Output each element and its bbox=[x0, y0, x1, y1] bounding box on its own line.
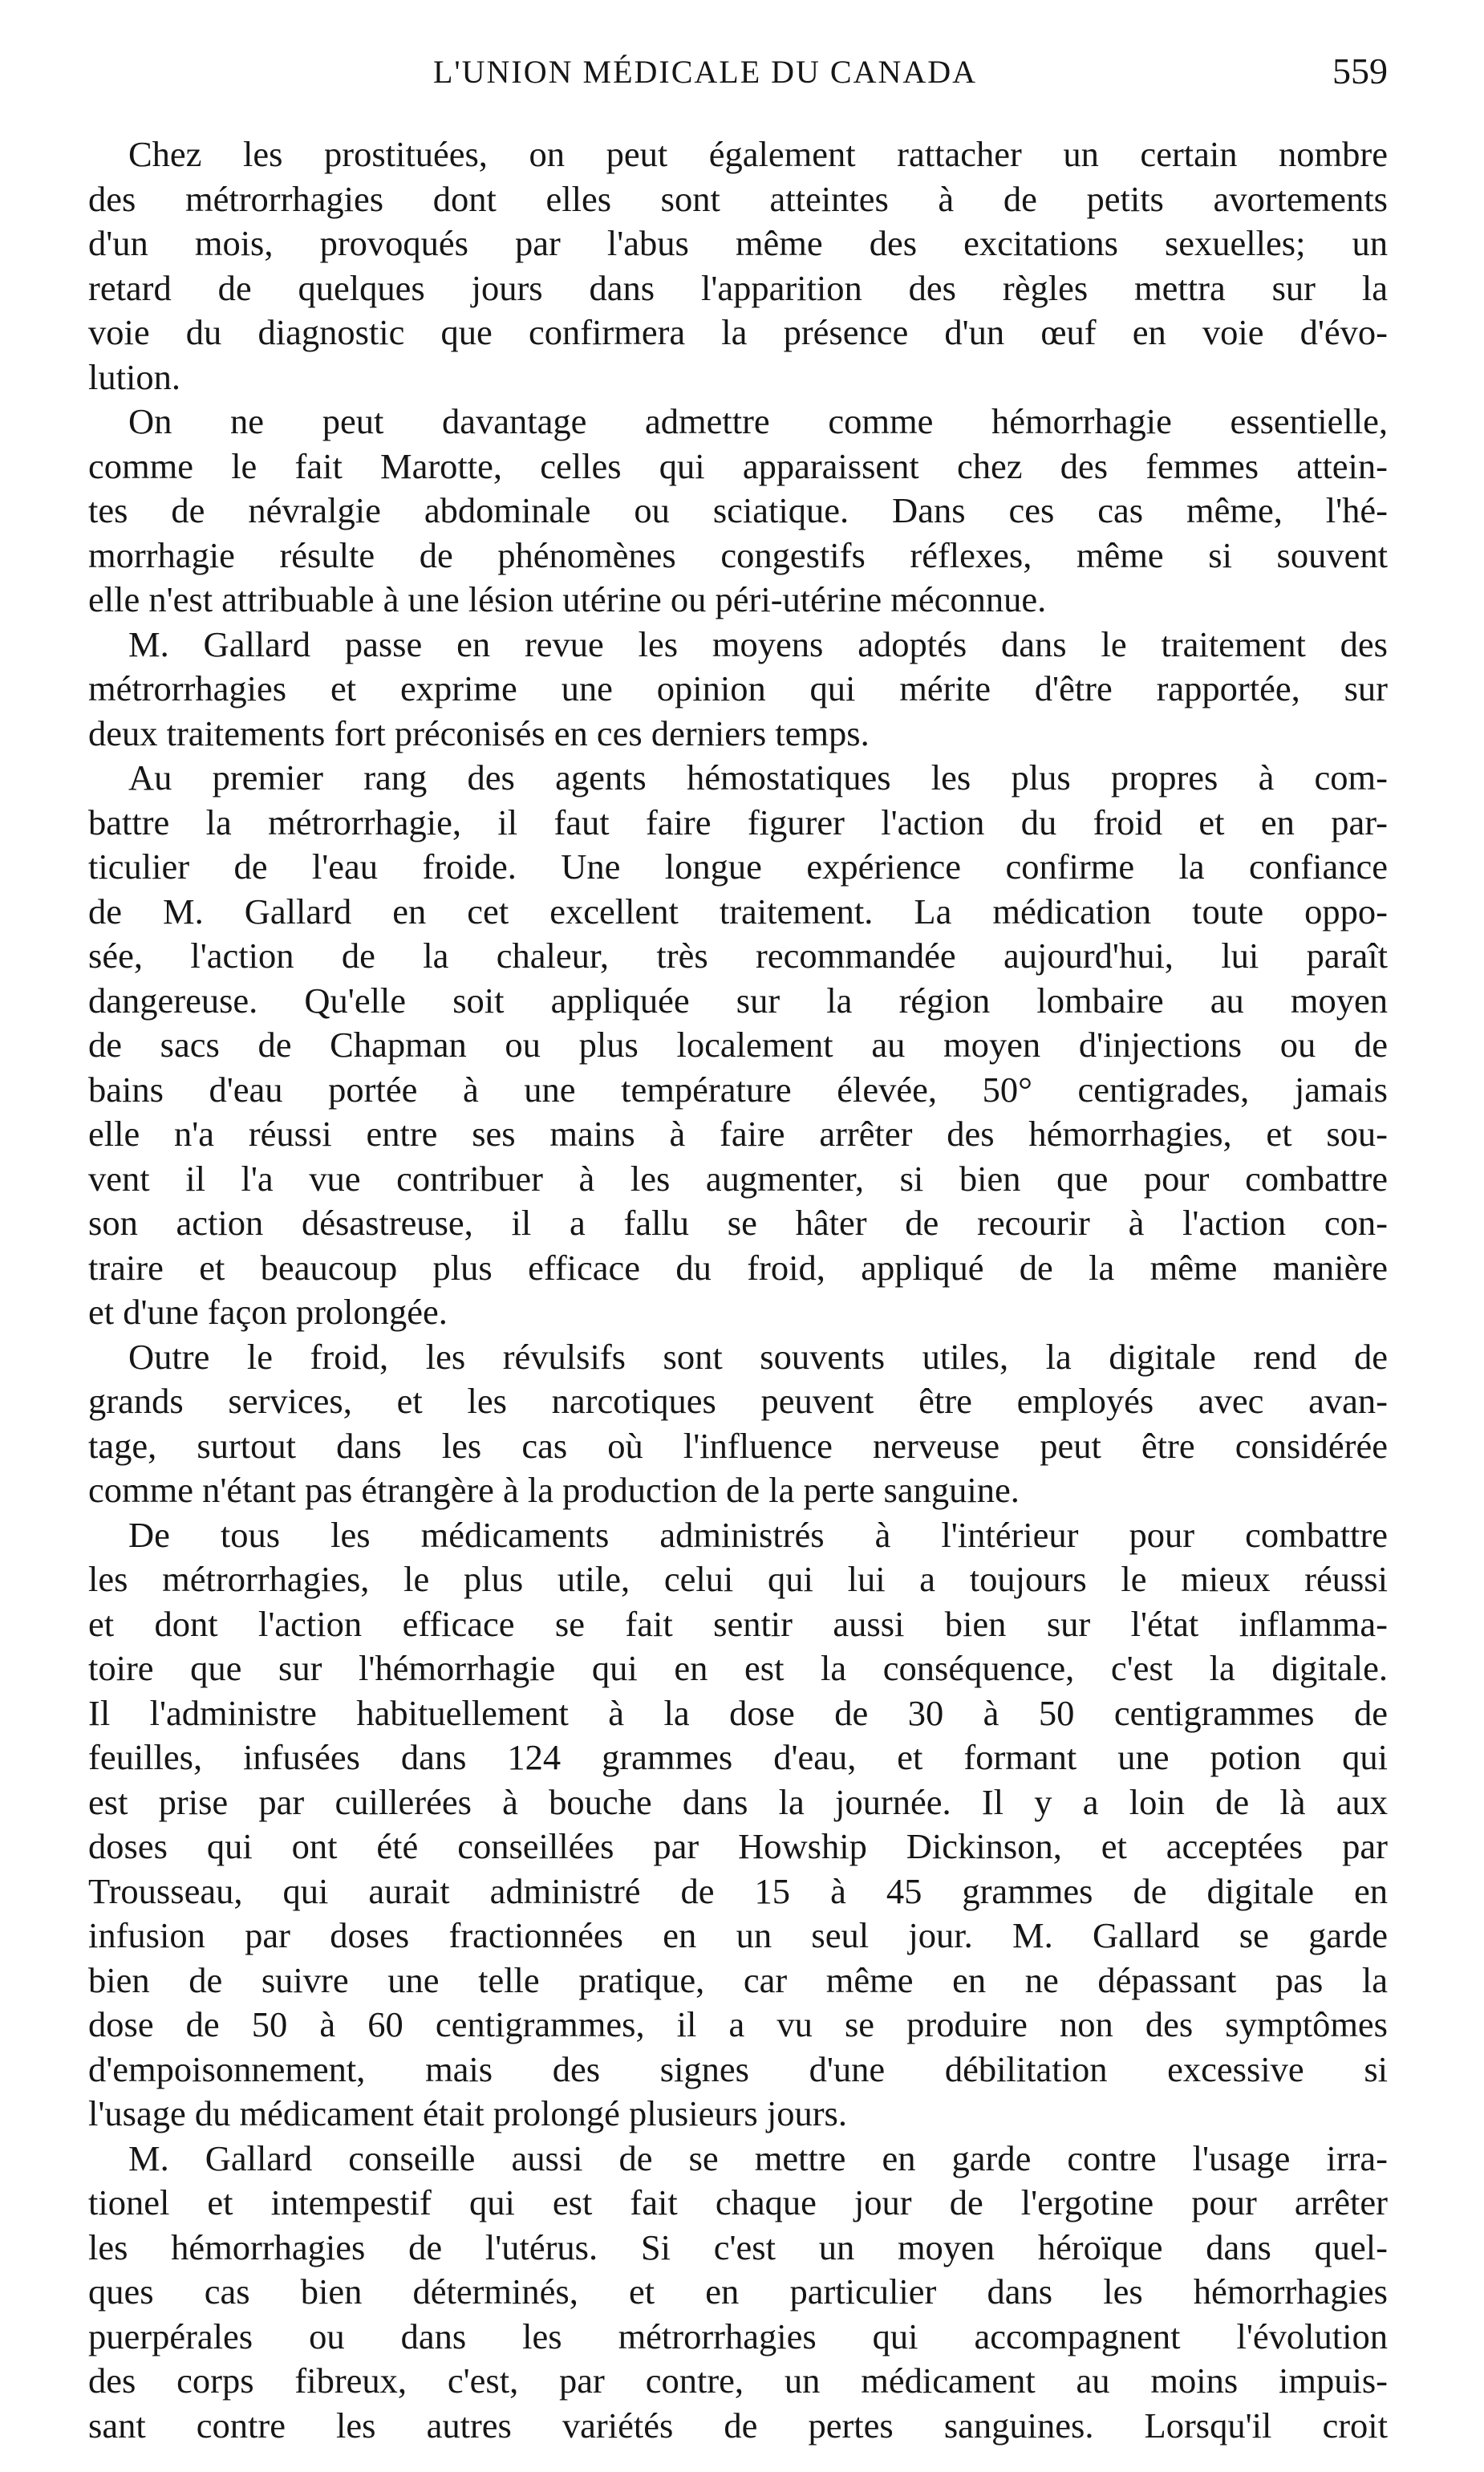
text-line: tes de névralgie abdominale ou sciatique. Dans ces cas même, l'hé- bbox=[88, 490, 1388, 530]
text-line: dangereuse. Qu'elle soit appliquée sur la région lombaire au moyen bbox=[88, 980, 1388, 1021]
text-line: M. Gallard passe en revue les moyens adoptés dans le traitement des bbox=[128, 623, 1388, 664]
page-number: 559 bbox=[1332, 51, 1388, 91]
text-line: est prise par cuillerées à bouche dans la journée. Il y a loin de là aux bbox=[88, 1781, 1388, 1822]
text-line: et dont l'action efficace se fait sentir aussi bien sur l'état inflamma- bbox=[88, 1603, 1388, 1644]
text-line: comme le fait Marotte, celles qui apparaissent chez des femmes attein- bbox=[88, 445, 1388, 486]
text-line: vent il l'a vue contribuer à les augmenter, si bien que pour combattre bbox=[88, 1158, 1388, 1199]
text-line: Outre le froid, les révulsifs sont souvents utiles, la digitale rend de bbox=[128, 1336, 1388, 1377]
text-line: elle n'a réussi entre ses mains à faire arrêter des hémorrhagies, et sou- bbox=[88, 1114, 1388, 1154]
text-line: Au premier rang des agents hémostatiques les plus propres à com- bbox=[128, 757, 1388, 798]
text-line: sée, l'action de la chaleur, très recommandée aujourd'hui, lui paraît bbox=[88, 936, 1388, 976]
text-line: On ne peut davantage admettre comme hémorrhagie essentielle, bbox=[128, 401, 1388, 441]
text-line: elle n'est attribuable à une lésion utérine ou péri-utérine méconnue. bbox=[88, 579, 1047, 619]
text-line: grands services, et les narcotiques peuvent être employés avec avan- bbox=[88, 1381, 1388, 1421]
text-line: métrorrhagies et exprime une opinion qui mérite d'être rapportée, sur bbox=[88, 668, 1388, 708]
text-line: dose de 50 à 60 centigrammes, il a vu se produire non des symptômes bbox=[88, 2004, 1388, 2044]
text-line: M. Gallard conseille aussi de se mettre en garde contre l'usage irra- bbox=[128, 2137, 1388, 2178]
text-line: De tous les médicaments administrés à l'intérieur pour combattre bbox=[128, 1514, 1388, 1555]
text-line: retard de quelques jours dans l'apparition des règles mettra sur la bbox=[88, 267, 1388, 308]
text-line: l'usage du médicament était prolongé plusieurs jours. bbox=[88, 2093, 847, 2133]
text-line: morrhagie résulte de phénomènes congestifs réflexes, même si souvent bbox=[88, 534, 1388, 575]
text-line: d'empoisonnement, mais des signes d'une débilitation excessive si bbox=[88, 2048, 1388, 2089]
text-line: tionel et intempestif qui est fait chaque jour de l'ergotine pour arrêter bbox=[88, 2182, 1388, 2222]
text-line: les métrorrhagies, le plus utile, celui qui lui a toujours le mieux réussi bbox=[88, 1559, 1388, 1599]
text-line: ques cas bien déterminés, et en particulier dans les hémorrhagies bbox=[88, 2271, 1388, 2312]
text-line: et d'une façon prolongée. bbox=[88, 1292, 448, 1332]
text-line: voie du diagnostic que confirmera la présence d'un œuf en voie d'évo- bbox=[88, 312, 1388, 352]
text-line: sant contre les autres variétés de pertes sanguines. Lorsqu'il croit bbox=[88, 2405, 1388, 2446]
text-line: bien de suivre une telle pratique, car même en ne dépassant pas la bbox=[88, 1959, 1388, 2000]
text-line: lution. bbox=[88, 356, 180, 397]
text-line: Trousseau, qui aurait administré de 15 à 45 grammes de digitale en bbox=[88, 1870, 1388, 1911]
text-line: battre la métrorrhagie, il faut faire figurer l'action du froid et en par- bbox=[88, 802, 1388, 842]
text-line: Il l'administre habituellement à la dose de 30 à 50 centigrammes de bbox=[88, 1692, 1388, 1733]
text-line: puerpérales ou dans les métrorrhagies qui accompagnent l'évolution bbox=[88, 2316, 1388, 2356]
running-head bbox=[120, 50, 1388, 98]
text-line: les hémorrhagies de l'utérus. Si c'est un moyen héroïque dans quel- bbox=[88, 2226, 1388, 2267]
text-line: bains d'eau portée à une température élevée, 50° centigrades, jamais bbox=[88, 1069, 1388, 1110]
text-line: doses qui ont été conseillées par Howship Dickinson, et acceptées par bbox=[88, 1826, 1388, 1866]
text-line: Chez les prostituées, on peut également rattacher un certain nombre bbox=[128, 134, 1388, 174]
text-line: des corps fibreux, c'est, par contre, un médicament au moins impuis- bbox=[88, 2360, 1388, 2401]
text-line: son action désastreuse, il a fallu se hâter de recourir à l'action con- bbox=[88, 1203, 1388, 1243]
text-line: ticulier de l'eau froide. Une longue expérience confirme la confiance bbox=[88, 846, 1388, 887]
text-line: deux traitements fort préconisés en ces derniers temps. bbox=[88, 712, 870, 753]
text-line: toire que sur l'hémorrhagie qui en est la conséquence, c'est la digitale. bbox=[88, 1648, 1388, 1688]
text-line: comme n'étant pas étrangère à la production de la perte sanguine. bbox=[88, 1470, 1020, 1510]
text-line: feuilles, infusées dans 124 grammes d'eau, et formant une potion qui bbox=[88, 1737, 1388, 1777]
text-line: infusion par doses fractionnées en un seul jour. M. Gallard se garde bbox=[88, 1915, 1388, 1955]
text-line: d'un mois, provoqués par l'abus même des excitations sexuelles; un bbox=[88, 223, 1388, 263]
text-line: des métrorrhagies dont elles sont atteintes à de petits avortements bbox=[88, 178, 1388, 219]
text-line: tage, surtout dans les cas où l'influence nerveuse peut être considérée bbox=[88, 1425, 1388, 1466]
article-body bbox=[88, 132, 1388, 2448]
text-line: de sacs de Chapman ou plus localement au moyen d'injections ou de bbox=[88, 1025, 1388, 1065]
journal-title: L'UNION MÉDICALE DU CANADA bbox=[433, 54, 978, 90]
text-line: traire et beaucoup plus efficace du froid, appliqué de la même manière bbox=[88, 1247, 1388, 1288]
text-line: de M. Gallard en cet excellent traitement. La médication toute oppo- bbox=[88, 891, 1388, 932]
